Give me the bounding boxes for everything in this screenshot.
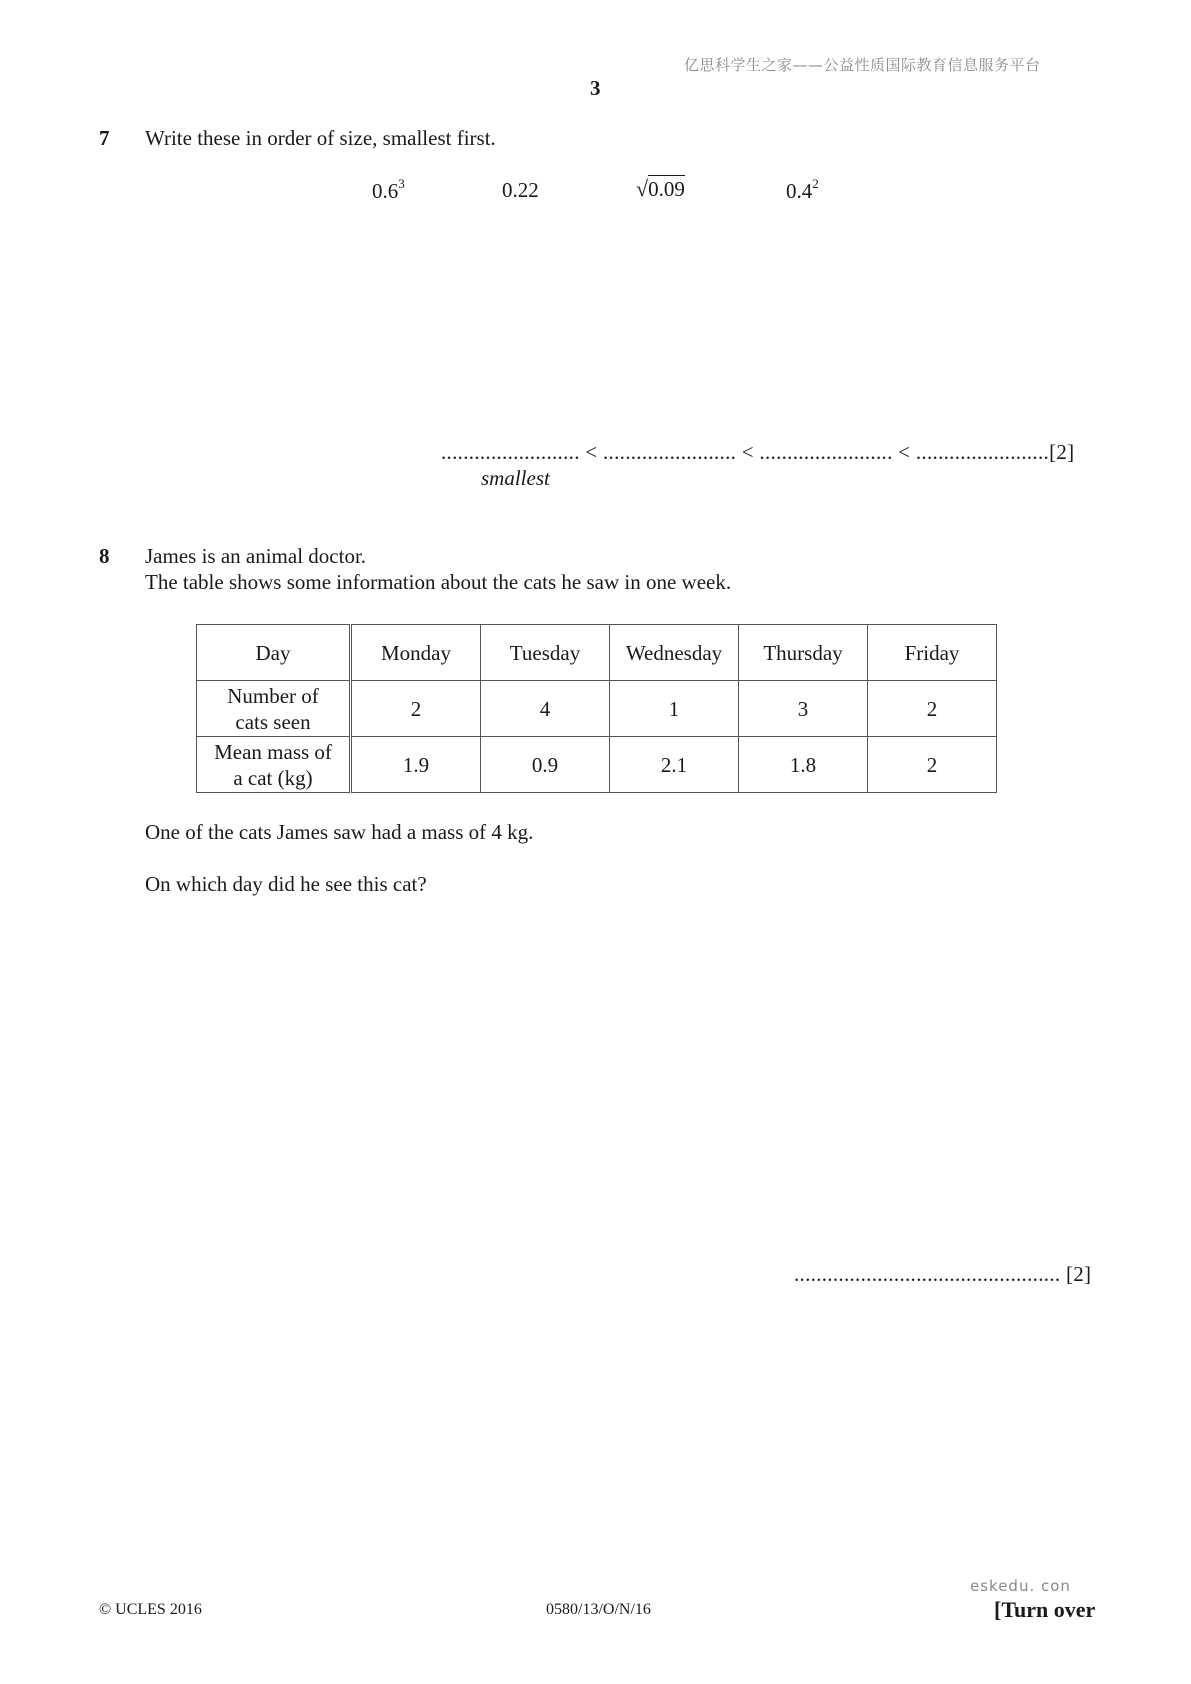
table-cell: 4 — [481, 681, 610, 737]
q7-item-3: √0.09 — [636, 176, 685, 201]
footer-copyright: © UCLES 2016 — [99, 1601, 202, 1618]
footer-paper-code: 0580/13/O/N/16 — [546, 1601, 651, 1618]
table-header-cell: Thursday — [739, 625, 868, 681]
square-root-icon: √ — [636, 176, 649, 201]
question-7-number: 7 — [99, 126, 110, 150]
table-cell: 2.1 — [610, 737, 739, 793]
watermark-header: 亿思科学生之家——公益性质国际教育信息服务平台 — [684, 56, 1041, 74]
table-cell: 1.8 — [739, 737, 868, 793]
row-label: Mean mass of a cat (kg) — [197, 737, 351, 793]
q7-item-4: $0.4^2$ — [786, 176, 819, 203]
q7-item-2: 0.22 — [502, 178, 539, 202]
question-8-line1: James is an animal doctor. — [145, 544, 367, 568]
question-8-question: On which day did he see this cat? — [145, 872, 427, 896]
question-7-text: Write these in order of size, smallest first. — [145, 126, 496, 150]
table-cell: 0.9 — [481, 737, 610, 793]
table-cell: 1.9 — [351, 737, 481, 793]
table-header-cell: Wednesday — [610, 625, 739, 681]
table-cell: 2 — [868, 737, 997, 793]
table-header-cell: Monday — [351, 625, 481, 681]
q7-answer-line[interactable]: ......................... < ........................ < ........................ < ........................[2] — [441, 440, 1075, 464]
question-8-statement: One of the cats James saw had a mass of 4 kg. — [145, 820, 534, 844]
turn-over-label: [Turn over — [994, 1597, 1096, 1622]
table-cell: 3 — [739, 681, 868, 737]
q8-answer-line[interactable]: ................................................ [2] — [794, 1262, 1092, 1286]
cats-table — [196, 624, 997, 793]
table-row — [197, 681, 997, 737]
row-label: Number of cats seen — [197, 681, 351, 737]
q7-smallest-label: smallest — [481, 466, 550, 490]
table-cell: 1 — [610, 681, 739, 737]
table-header-cell: Day — [197, 625, 351, 681]
page-number: 3 — [590, 76, 601, 100]
watermark-footer: eskedu. con — [970, 1577, 1071, 1595]
table-row — [197, 737, 997, 793]
q7-item-1: $0.6^3$ — [372, 176, 405, 203]
table-cell: 2 — [868, 681, 997, 737]
table-cell: 2 — [351, 681, 481, 737]
table-header-row — [197, 625, 997, 681]
table-header-cell: Tuesday — [481, 625, 610, 681]
question-8-line2: The table shows some information about the cats he saw in one week. — [145, 570, 732, 594]
table-header-cell: Friday — [868, 625, 997, 681]
question-8-number: 8 — [99, 544, 110, 568]
